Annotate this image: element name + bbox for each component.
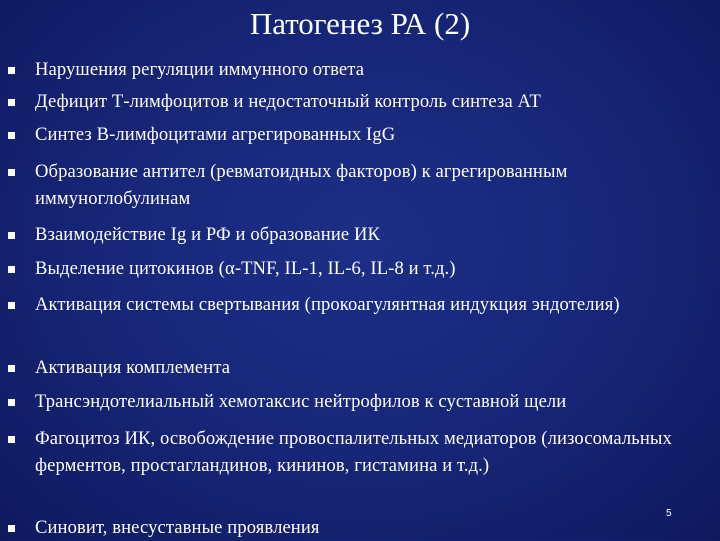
square-bullet-icon xyxy=(8,436,15,443)
bullet-text: Дефицит Т-лимфоцитов и недостаточный контроль синтеза АТ xyxy=(35,91,541,112)
slide-title: Патогенез РА (2) xyxy=(249,6,471,41)
bullet-text: Синтез В-лимфоцитами агрегированных IgG xyxy=(35,124,396,145)
page-number: 5 xyxy=(666,508,672,519)
bullet-text: Активация системы свертывания (прокоагулянтная индукция эндотелия) xyxy=(35,294,620,315)
bullet-text: Фагоцитоз ИК, освобождение провоспалительных медиаторов (лизосомальных ферментов, простагландинов, кининов, гистамина и т.д.) xyxy=(35,428,672,476)
square-bullet-icon xyxy=(8,232,15,239)
square-bullet-icon xyxy=(8,302,15,309)
square-bullet-icon xyxy=(8,99,15,106)
square-bullet-icon xyxy=(8,399,15,406)
square-bullet-icon xyxy=(8,365,15,372)
bullet-text: Выделение цитокинов (α-TNF, IL-1, IL-6, IL-8 и т.д.) xyxy=(35,258,456,279)
bullet-text: Активация комплемента xyxy=(35,357,231,378)
bullet-text: Трансэндотелиальный хемотаксис нейтрофилов к суставной щели xyxy=(35,391,567,412)
square-bullet-icon xyxy=(8,525,15,532)
square-bullet-icon xyxy=(8,67,15,74)
bullet-text: Синовит, внесуставные проявления xyxy=(35,517,320,538)
bullet-text: Взаимодействие Ig и РФ и образование ИК xyxy=(35,224,381,245)
bullet-text: Нарушения регуляции иммунного ответа xyxy=(35,59,365,80)
bullet-text: Образование антител (ревматоидных факторов) к агрегированным иммуноглобулинам xyxy=(35,161,568,209)
square-bullet-icon xyxy=(8,169,15,176)
square-bullet-icon xyxy=(8,132,15,139)
square-bullet-icon xyxy=(8,266,15,273)
